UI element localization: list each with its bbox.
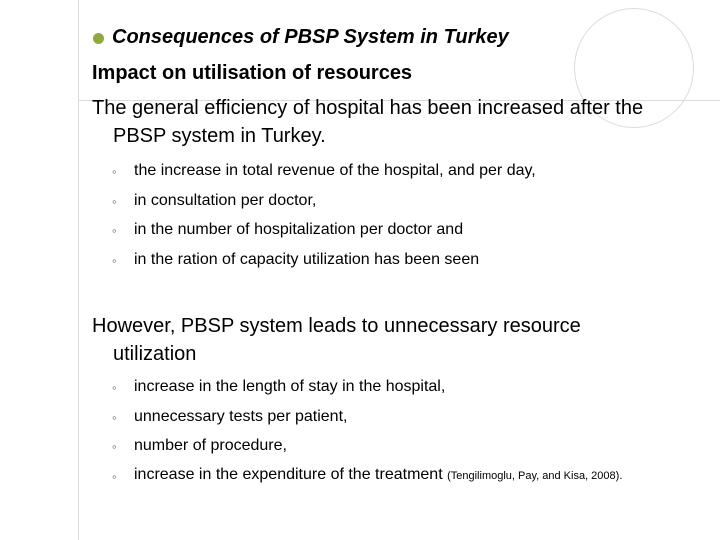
list-2-item-2: unnecessary tests per patient, <box>134 408 348 425</box>
sub-bullet-icon: ◦ <box>112 439 117 454</box>
list-2-item-1: increase in the length of stay in the hospital, <box>134 378 446 395</box>
citation: (Tengilimoglu, Pay, and Kisa, 2008). <box>447 470 623 482</box>
list-2-item-4 <box>134 466 622 484</box>
paragraph-2-line-2: utilization <box>113 343 197 365</box>
sub-bullet-icon: ◦ <box>112 253 117 268</box>
sub-bullet-icon: ◦ <box>112 469 117 484</box>
title-bullet-icon <box>93 33 104 44</box>
decorative-vertical-line <box>78 0 79 540</box>
list-1-item-1: the increase in total revenue of the hospital, and per day, <box>134 162 536 179</box>
list-1-item-4: in the ration of capacity utilization has been seen <box>134 251 480 268</box>
slide-title: Consequences of PBSP System in Turkey <box>112 26 509 48</box>
sub-bullet-icon: ◦ <box>112 380 117 395</box>
list-2-item-3: number of procedure, <box>134 437 287 454</box>
sub-bullet-icon: ◦ <box>112 164 117 179</box>
paragraph-1-line-1: The general efficiency of hospital has been increased after the <box>92 97 644 119</box>
list-1-item-3: in the number of hospitalization per doctor and <box>134 221 464 238</box>
slide-subtitle: Impact on utilisation of resources <box>92 62 413 84</box>
sub-bullet-icon: ◦ <box>112 223 117 238</box>
list-1-item-2: in consultation per doctor, <box>134 192 317 209</box>
paragraph-2-line-1: However, PBSP system leads to unnecessary resource <box>92 315 581 337</box>
sub-bullet-icon: ◦ <box>112 194 117 209</box>
sub-bullet-icon: ◦ <box>112 410 117 425</box>
paragraph-1-line-2: PBSP system in Turkey. <box>113 125 326 147</box>
list-2-item-4-text: increase in the expenditure of the treatment <box>134 466 443 483</box>
